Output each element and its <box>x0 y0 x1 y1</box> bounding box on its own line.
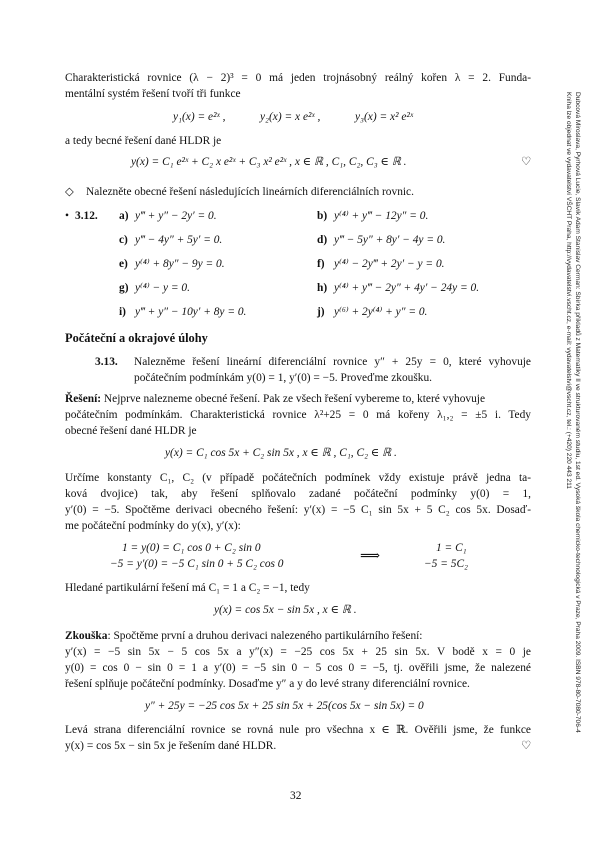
intro-line-3: a tedy becné řešení dané HLDR je <box>65 135 222 147</box>
solution-line-3: obecné řešení dané HLDR je <box>65 425 197 437</box>
system-left-line-2: −5 = y′(0) = −5 C₁ sin 0 + 5 C₂ cos 0 <box>110 558 284 570</box>
system-right-line-1: 1 = C₁ <box>436 542 467 554</box>
task-diamond-icon: ◇ <box>65 186 74 198</box>
check-line-1 <box>65 629 531 644</box>
fundamental-solution-1: y₁(x) = e²ˣ , <box>173 111 226 123</box>
exercise-item-equation: y⁽⁴⁾ − 2y‴ + 2y′ − y = 0. <box>334 258 445 270</box>
exercise-313-line-1: Nalezněme řešení lineární diferenciální rovnice y″ + 25y = 0, které vyhovuje <box>134 356 531 368</box>
check-line-6: y(x) = cos 5x − sin 5x je řešením dané HLDR. <box>65 740 277 752</box>
exercise-item-equation: y⁽⁶⁾ + 2y⁽⁴⁾ + y″ = 0. <box>334 306 428 318</box>
check-line-5: Levá strana diferenciální rovnice se rovná nule pro všechna x ∈ ℝ. Ověřili jsme, že funkce <box>65 724 531 736</box>
check-label: Zkouška <box>65 630 108 642</box>
solution-label: Řešení: <box>65 393 102 405</box>
exercise-item-label: f) <box>317 258 325 270</box>
exercise-bullet-icon: • <box>65 210 69 222</box>
check-equation: y″ + 25y = −25 cos 5x + 25 sin 5x + 25(cos 5x − sin 5x) = 0 <box>145 700 424 712</box>
check-line-1-text: : Spočtěme první a druhou derivaci nalezeného partikulárního řešení: <box>107 630 423 642</box>
general-solution-equation: y(x) = C₁ e²ˣ + C₂ x e²ˣ + C₃ x² e²ˣ , x ∈ ℝ , C₁, C₂, C₃ ∈ ℝ . <box>131 156 407 168</box>
exercise-item-label: h) <box>317 282 328 294</box>
end-of-example-heart-icon: ♡ <box>521 156 532 168</box>
exercise-item-label: i) <box>119 306 126 318</box>
exercise-item-equation: y⁽⁴⁾ − y = 0. <box>135 282 190 294</box>
solution-p2-line-1: Určíme konstanty C₁, C₂ (v případě počátečních podmínek vždy existuje právě jedna ta- <box>65 472 531 484</box>
solution-line-1 <box>65 392 531 407</box>
solution-p3: Hledané partikulární řešení má C₁ = 1 a C₂ = −1, tedy <box>65 582 310 594</box>
fundamental-solution-2: y₂(x) = x e²ˣ , <box>260 111 321 123</box>
implies-arrow-icon: ⟹ <box>360 549 381 564</box>
check-line-2: y′(x) = −5 sin 5x − 5 cos 5x a y″(x) = −25 cos 5x + 25 sin 5x. V bodě x = 0 je <box>65 646 531 658</box>
exercise-item-equation: y⁽⁴⁾ + y‴ − 12y″ = 0. <box>334 210 429 222</box>
exercise-number: 3.12. <box>75 210 98 222</box>
section-heading: Počáteční a okrajové úlohy <box>65 331 208 345</box>
check-line-4: řešení splňuje počáteční podmínky. Dosaďme y″ a y do levé strany diferenciální rovnice. <box>65 678 470 690</box>
solution-p2-line-3: y′(0) = −5. Spočtěme derivaci obecného řešení: y′(x) = −5 C₁ sin 5x + 5 C₂ cos 5x. Dosaď- <box>65 504 531 516</box>
exercise-item-equation: y‴ − 5y″ + 8y′ − 4y = 0. <box>334 234 446 246</box>
fundamental-solution-3: y₃(x) = x² e²ˣ <box>355 111 414 123</box>
side-note-line-1: Dubcová Miroslava, Pyrhová Lucie, Slavík Adam Stanislav Cerman: Sbírka příkladů z Matematiky II ve strukturovaném studiu, 1st ed. Vysoká škola chemicko-technologická v Praze, Praha 2009. ISBN 978-80-7080-706-4 <box>574 92 581 733</box>
exercise-item-equation: y⁽⁴⁾ + y‴ − 2y″ + 4y′ − 24y = 0. <box>334 282 480 294</box>
system-left-line-1: 1 = y(0) = C₁ cos 0 + C₂ sin 0 <box>122 542 261 554</box>
exercise-item-equation: y‴ − 4y″ + 5y′ = 0. <box>135 234 223 246</box>
exercise-item-equation: y‴ + y″ − 2y′ = 0. <box>135 210 217 222</box>
solution-line-1-text: Nejprve nalezneme obecné řešení. Pak ze všech řešení vybereme to, které vyhovuje <box>101 393 486 405</box>
exercise-item-label: g) <box>119 282 129 294</box>
end-of-solution-heart-icon: ♡ <box>521 740 532 752</box>
exercise-313-line-2: počátečním podmínkám y(0) = 1, y′(0) = −5. Proveďme zkoušku. <box>134 372 433 384</box>
system-right-line-2: −5 = 5C₂ <box>424 558 469 570</box>
check-line-3: y(0) = cos 0 − sin 0 = 1 a y′(0) = −5 sin 0 − 5 cos 0 = −5, tj. ověřili jsme, že nalezené <box>65 662 531 674</box>
page-number: 32 <box>290 790 302 802</box>
intro-line-1: Charakteristická rovnice (λ − 2)³ = 0 má jeden trojnásobný reálný kořen λ = 2. Funda- <box>65 72 531 84</box>
exercise-item-label: d) <box>317 234 328 246</box>
exercise-item-equation: y‴ + y″ − 10y′ + 8y = 0. <box>135 306 247 318</box>
exercise-313-number: 3.13. <box>95 356 118 368</box>
solution-general-equation: y(x) = C₁ cos 5x + C₂ sin 5x , x ∈ ℝ , C₁, C₂ ∈ ℝ . <box>165 447 397 459</box>
intro-line-2: mentální systém řešení tvoří tři funkce <box>65 88 241 100</box>
solution-p2-line-4: me počáteční podmínky do y(x), y′(x): <box>65 520 241 532</box>
exercise-item-equation: y⁽⁴⁾ + 8y″ − 9y = 0. <box>135 258 225 270</box>
exercise-item-label: b) <box>317 210 328 222</box>
exercise-item-label: j) <box>317 306 325 318</box>
solution-line-2: počátečním podmínkám. Charakteristická rovnice λ²+25 = 0 má kořeny λ₁,₂ = ±5 i. Tedy <box>65 409 531 421</box>
task-instruction: Nalezněte obecné řešení následujících lineárních diferenciálních rovnic. <box>86 186 414 198</box>
exercise-item-label: a) <box>119 210 129 222</box>
exercise-item-label: e) <box>119 258 128 270</box>
particular-solution-equation: y(x) = cos 5x − sin 5x , x ∈ ℝ . <box>214 604 357 616</box>
solution-p2-line-2: ková dvojice) tak, aby řešení splňovalo zadané počáteční podmínky y(0) = 1, <box>65 488 531 500</box>
side-note-line-2: Kniha lze objednat ve vydavatelství VŠCHT Praha, http://vydavatelstvi.vscht.cz, e-mail: vydavatelstvi@vscht.cz, tel.: (+420) 220 443 211 <box>565 92 572 489</box>
exercise-item-label: c) <box>119 234 128 246</box>
